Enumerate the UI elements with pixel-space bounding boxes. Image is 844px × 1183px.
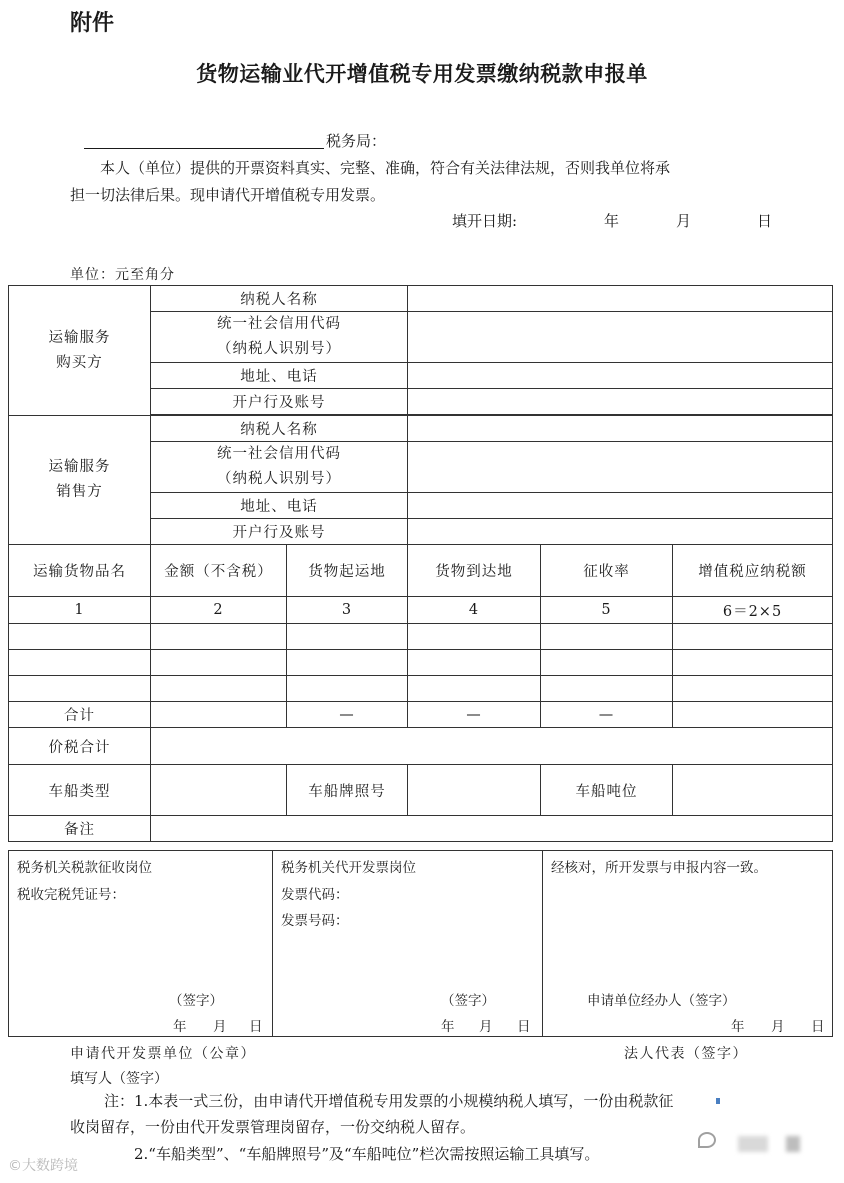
col2-sign: （签字）	[441, 993, 495, 1009]
invoice-issuing-cell	[273, 851, 543, 1037]
col-number-5: 5	[541, 597, 673, 624]
goods-cell[interactable]	[9, 624, 151, 650]
goods-row	[9, 676, 833, 702]
declaration-form-table	[8, 285, 833, 842]
col1-sign: （签字）	[169, 993, 223, 1009]
total-amount-field[interactable]	[151, 702, 287, 728]
goods-cell[interactable]	[287, 624, 408, 650]
blurred-mark	[738, 1136, 768, 1152]
seller-address-label: 地址、电话	[151, 493, 408, 519]
watermark: ©大数跨境	[8, 1158, 78, 1174]
col-number-2: 2	[151, 597, 287, 624]
legal-rep-label: 法人代表（签字）	[624, 1046, 748, 1062]
seller-name-field[interactable]	[408, 416, 833, 442]
vehicle-type-label: 车船类型	[9, 765, 151, 816]
vehicle-type-field[interactable]	[151, 765, 287, 816]
price-tax-total-label: 价税合计	[9, 728, 151, 765]
goods-cell[interactable]	[408, 624, 541, 650]
buyer-name-label: 纳税人名称	[151, 286, 408, 312]
note-1: 注：1.本表一式三份，由申请代开增值税专用发票的小规模纳税人填写，一份由税款征	[104, 1092, 674, 1110]
goods-cell[interactable]	[151, 650, 287, 676]
col1-month: 月	[213, 1019, 227, 1035]
col3-year: 年	[731, 1019, 745, 1035]
goods-cell[interactable]	[673, 624, 833, 650]
goods-cell[interactable]	[408, 650, 541, 676]
form-title: 货物运输业代开增值税专用发票缴纳税款申报单	[196, 62, 648, 86]
price-tax-total-field[interactable]	[151, 728, 833, 765]
goods-cell[interactable]	[151, 624, 287, 650]
goods-cell[interactable]	[408, 676, 541, 702]
buyer-credit-code-label: 统一社会信用代码 （纳税人识别号）	[151, 312, 408, 363]
goods-row	[9, 650, 833, 676]
col1-day: 日	[249, 1019, 263, 1035]
seller-bank-field[interactable]	[408, 519, 833, 545]
fill-date-month: 月	[676, 212, 692, 230]
currency-unit: 单位：元至角分	[70, 267, 175, 283]
col1-year: 年	[173, 1019, 187, 1035]
declaration-line-2: 担一切法律后果。现申请代开增值税专用发票。	[70, 186, 386, 204]
remarks-field[interactable]	[151, 816, 833, 842]
buyer-section-label: 运输服务 购买方	[9, 286, 151, 416]
fill-date-year: 年	[604, 212, 620, 230]
col-number-1: 1	[9, 597, 151, 624]
signoff-table	[8, 850, 833, 1037]
declaration-line-1: 本人（单位）提供的开票资料真实、完整、准确，符合有关法律法规，否则我单位将承	[100, 159, 671, 177]
col-header-origin: 货物起运地	[287, 545, 408, 597]
invoice-code-label: 发票代码：	[281, 887, 349, 903]
tax-receipt-label: 税收完税凭证号：	[17, 887, 125, 903]
seller-name-label: 纳税人名称	[151, 416, 408, 442]
goods-cell[interactable]	[541, 624, 673, 650]
vehicle-plate-label: 车船牌照号	[287, 765, 408, 816]
col-header-destination: 货物到达地	[408, 545, 541, 597]
chat-bubble-icon	[698, 1132, 716, 1148]
buyer-address-label: 地址、电话	[151, 363, 408, 389]
tax-collection-title: 税务机关税款征收岗位	[17, 860, 152, 876]
col-number-4: 4	[408, 597, 541, 624]
col2-day: 日	[517, 1019, 531, 1035]
buyer-name-field[interactable]	[408, 286, 833, 312]
filler-label: 填写人（签字）	[70, 1071, 168, 1087]
col-header-goods: 运输货物品名	[9, 545, 151, 597]
seller-credit-code-label: 统一社会信用代码 （纳税人识别号）	[151, 442, 408, 493]
goods-cell[interactable]	[673, 676, 833, 702]
verify-statement: 经核对，所开发票与申报内容一致。	[551, 860, 767, 876]
goods-cell[interactable]	[541, 676, 673, 702]
total-dash: —	[287, 702, 408, 728]
note-1-continued: 收岗留存，一份由代开发票管理岗留存，一份交纳税人留存。	[70, 1118, 476, 1136]
goods-cell[interactable]	[287, 650, 408, 676]
seller-address-field[interactable]	[408, 493, 833, 519]
col2-year: 年	[441, 1019, 455, 1035]
seller-bank-label: 开户行及账号	[151, 519, 408, 545]
col3-month: 月	[771, 1019, 785, 1035]
goods-cell[interactable]	[151, 676, 287, 702]
seller-credit-code-field[interactable]	[408, 442, 833, 493]
total-tax-field[interactable]	[673, 702, 833, 728]
bureau-blank-line	[84, 148, 324, 149]
fill-date-day: 日	[757, 212, 773, 230]
attachment-label: 附件	[70, 11, 115, 36]
bureau-suffix: 税务局：	[326, 132, 387, 150]
goods-cell[interactable]	[287, 676, 408, 702]
buyer-bank-field[interactable]	[408, 389, 833, 415]
blue-mark	[716, 1098, 720, 1104]
col-header-rate: 征收率	[541, 545, 673, 597]
goods-row	[9, 624, 833, 650]
buyer-bank-label: 开户行及账号	[151, 389, 408, 415]
total-dash: —	[408, 702, 541, 728]
goods-cell[interactable]	[9, 676, 151, 702]
buyer-address-field[interactable]	[408, 363, 833, 389]
watermark-text: 大数跨境	[22, 1158, 78, 1174]
applicant-agent-sign: 申请单位经办人（签字）	[587, 993, 736, 1009]
vehicle-tonnage-field[interactable]	[673, 765, 833, 816]
vehicle-plate-field[interactable]	[408, 765, 541, 816]
total-label: 合计	[9, 702, 151, 728]
col-header-amount: 金额（不含税）	[151, 545, 287, 597]
blurred-mark	[786, 1136, 800, 1152]
col-header-tax: 增值税应纳税额	[673, 545, 833, 597]
vehicle-tonnage-label: 车船吨位	[541, 765, 673, 816]
fill-date-label: 填开日期:	[452, 212, 518, 230]
goods-cell[interactable]	[673, 650, 833, 676]
note-2: 2.“车船类型”、“车船牌照号”及“车船吨位”栏次需按照运输工具填写。	[134, 1145, 600, 1163]
col-number-3: 3	[287, 597, 408, 624]
tax-collection-cell	[9, 851, 273, 1037]
col3-day: 日	[811, 1019, 825, 1035]
total-dash: —	[541, 702, 673, 728]
invoice-number-label: 发票号码：	[281, 913, 349, 929]
invoice-issuing-title: 税务机关代开发票岗位	[281, 860, 416, 876]
goods-cell[interactable]	[9, 650, 151, 676]
buyer-credit-code-field[interactable]	[408, 312, 833, 363]
seller-section-label: 运输服务 销售方	[9, 416, 151, 545]
remarks-label: 备注	[9, 816, 151, 842]
applicant-verify-cell	[543, 851, 833, 1037]
col2-month: 月	[479, 1019, 493, 1035]
col-number-6: 6＝2×5	[673, 597, 833, 624]
goods-cell[interactable]	[541, 650, 673, 676]
applicant-seal-label: 申请代开发票单位（公章）	[70, 1046, 256, 1062]
